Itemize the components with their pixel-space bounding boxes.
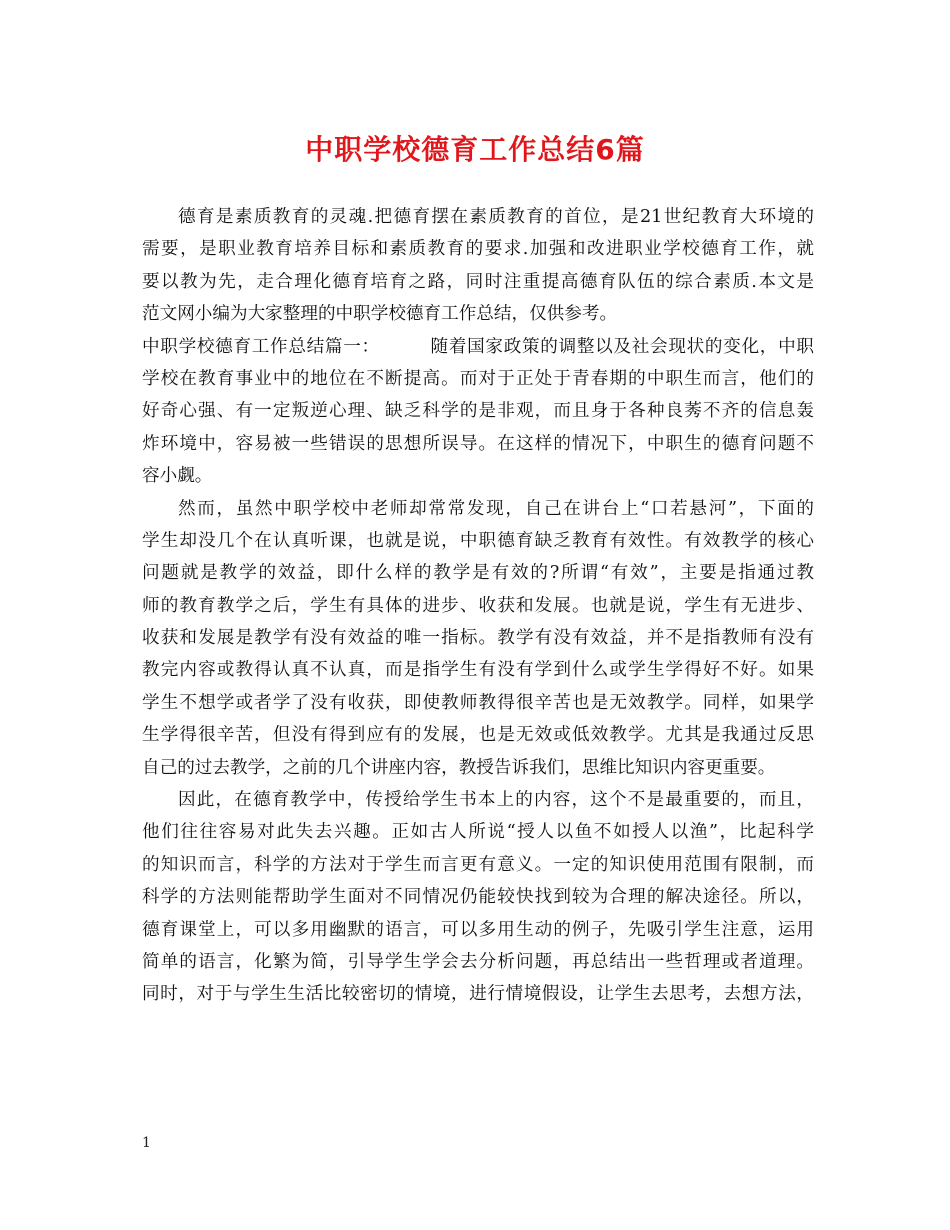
paragraph-line: 科学的方法则能帮助学生面对不同情况仍能较快找到较为合理的解决途径。所以， <box>142 887 814 908</box>
paragraph-line: 同时，对于与学生生活比较密切的情境，进行情境假设，让学生去思考，去想方法， <box>142 984 814 1005</box>
paragraph-line: 简单的语言，化繁为简，引导学生学会去分析问题，再总结出一些哲理或者道理。 <box>142 951 814 972</box>
paragraph-line: 自己的过去教学，之前的几个讲座内容，教授告诉我们，思维比知识内容更重要。 <box>142 757 776 778</box>
page-number: 1 <box>142 1135 151 1151</box>
paragraph-line: 生学得很辛苦，但没有得到应有的发展，也是无效或低效教学。尤其是我通过反思 <box>142 725 814 746</box>
paragraph-line: 德育课堂上，可以多用幽默的语言，可以多用生动的例子，先吸引学生注意，运用 <box>142 919 814 940</box>
paragraph-line: 问题就是教学的效益，即什么样的教学是有效的?所谓“有效”，主要是指通过教 <box>142 563 814 584</box>
paragraph-line: 需要，是职业教育培养目标和素质教育的要求.加强和改进职业学校德育工作，就 <box>142 239 814 260</box>
paragraph-line: 他们往往容易对此失去兴趣。正如古人所说“授人以鱼不如授人以渔”，比起科学 <box>142 822 814 843</box>
paragraph-line: 的知识而言，科学的方法对于学生而言更有意义。一定的知识使用范围有限制，而 <box>142 854 814 875</box>
document-body <box>142 201 814 1011</box>
paragraph-line: 范文网小编为大家整理的中职学校德育工作总结，仅供参考。 <box>142 304 618 325</box>
paragraph-line: 学生不想学或者学了没有收获，即使教师教得很辛苦也是无效教学。同样，如果学 <box>142 692 814 713</box>
section-heading-line <box>142 331 814 363</box>
paragraph-line: 因此，在德育教学中，传授给学生书本上的内容，这个不是最重要的，而且， <box>178 790 814 811</box>
paragraph-line: 容小觑。 <box>142 466 213 487</box>
paragraph-text: 随着国家政策的调整以及社会现状的变化，中职 <box>429 336 814 357</box>
paragraph-line: 师的教育教学之后，学生有具体的进步、收获和发展。也就是说，学生有无进步、 <box>142 595 814 616</box>
paragraph-line: 德育是素质教育的灵魂.把德育摆在素质教育的首位，是21世纪教育大环境的 <box>178 207 814 227</box>
paragraph-line: 教完内容或教得认真不认真，而是指学生有没有学到什么或学生学得好不好。如果 <box>142 660 814 681</box>
paragraph-line: 学生却没几个在认真听课，也就是说，中职德育缺乏教育有效性。有效教学的核心 <box>142 530 814 551</box>
paragraph-line: 炸环境中，容易被一些错误的思想所误导。在这样的情况下，中职生的德育问题不 <box>142 433 814 454</box>
section-heading: 中职学校德育工作总结篇一： <box>142 336 380 357</box>
paragraph-line: 好奇心强、有一定叛逆心理、缺乏科学的是非观，而且身于各种良莠不齐的信息轰 <box>142 401 814 422</box>
paragraph-line: 收获和发展是教学有没有效益的唯一指标。教学有没有效益，并不是指教师有没有 <box>142 628 814 649</box>
paragraph-line: 学校在教育事业中的地位在不断提高。而对于正处于青春期的中职生而言，他们的 <box>142 368 814 389</box>
paragraph-line: 要以教为先，走合理化德育培育之路，同时注重提高德育队伍的综合素质.本文是 <box>142 271 814 292</box>
document-title: 中职学校德育工作总结6篇 <box>305 133 645 166</box>
paragraph-line: 然而，虽然中职学校中老师却常常发现，自己在讲台上“口若悬河”，下面的 <box>178 498 814 519</box>
